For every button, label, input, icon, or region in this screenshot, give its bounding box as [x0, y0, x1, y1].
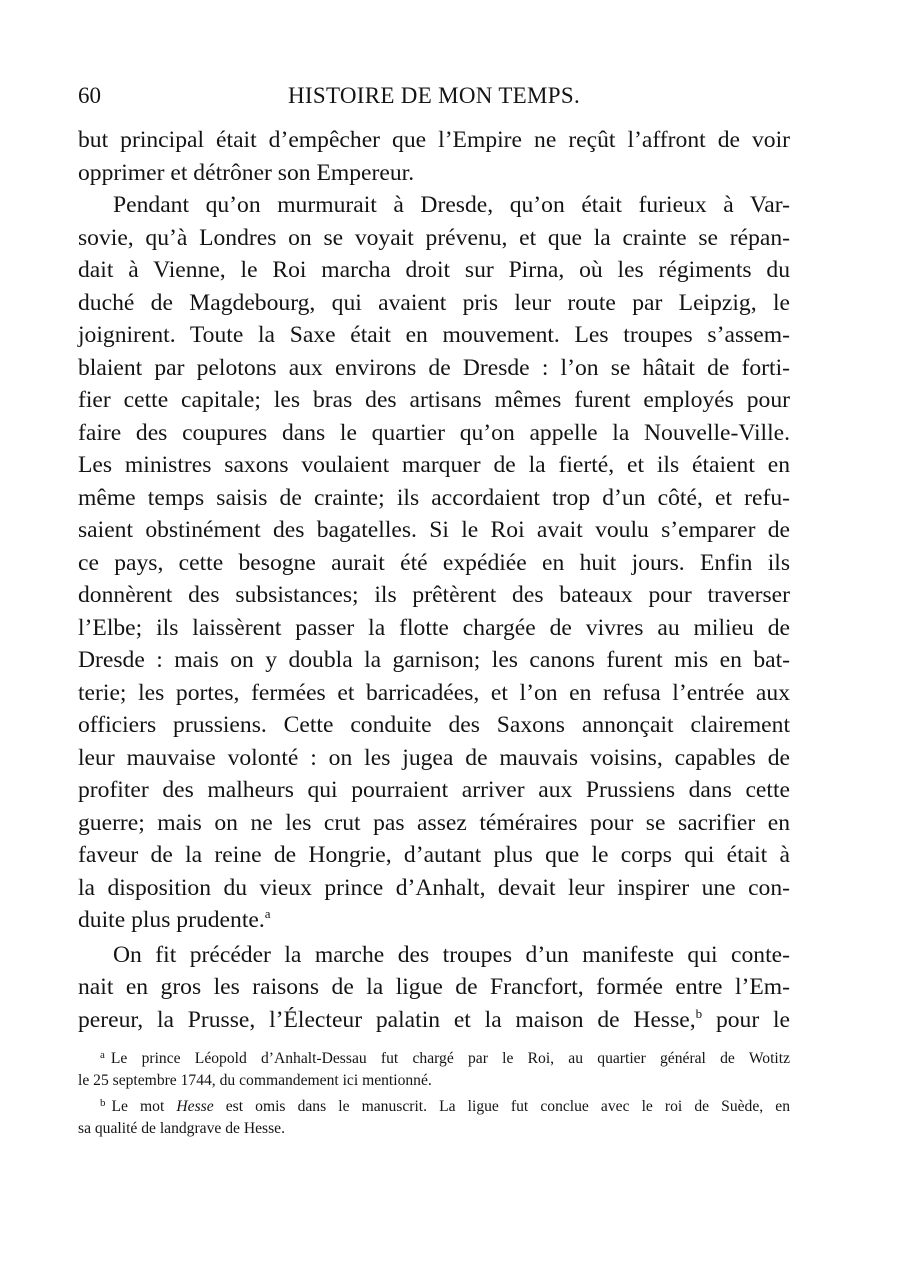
footnote-b	[78, 1096, 790, 1118]
text-fragment: duite plus prudente.	[78, 907, 265, 933]
page-number: 60	[78, 83, 101, 108]
text-line: Les ministres saxons voulaient marquer de la fierté, et ils étaient en	[78, 452, 790, 478]
text-line: faveur de la reine de Hongrie, d’autant plus que le corps qui était à	[78, 842, 790, 868]
footnote-text: Le mot	[111, 1098, 177, 1115]
text-line: même temps saisis de crainte; ils accordaient trop d’un côté, et refu-	[78, 484, 790, 511]
text-line	[78, 1004, 790, 1037]
text-fragment: pereur, la Prusse, l’Électeur palatin et la maison de Hesse,	[78, 1006, 696, 1033]
body-text	[78, 124, 790, 1036]
text-line: terie; les portes, fermées et barricadées, et l’on en refusa l’entrée aux	[78, 679, 790, 706]
text-line: faire des coupures dans le quartier qu’on appelle la Nouvelle-Ville.	[78, 419, 790, 446]
text-line: guerre; mais on ne les crut pas assez téméraires pour se sacrifier en	[78, 809, 790, 836]
text-line: officiers prussiens. Cette conduite des Saxons annonçait clairement	[78, 712, 790, 738]
text-line: but principal était d’empêcher que l’Empire ne reçût l’affront de voir	[78, 127, 790, 153]
text-line: On fit précéder la marche des troupes d’un manifeste qui conte-	[113, 941, 790, 968]
text-line	[78, 904, 790, 937]
text-line: profiter des malheurs qui pourraient arriver aux Prussiens dans cette	[78, 777, 790, 803]
running-head	[78, 80, 790, 112]
text-line: saient obstinément des bagatelles. Si le Roi avait voulu s’emparer de	[78, 517, 790, 543]
footnote-a	[78, 1048, 790, 1070]
footnote-italic: Hesse	[176, 1098, 214, 1115]
footnote-text: Le prince Léopold d’Anhalt-Dessau fut chargé par le Roi, au quartier général de Wotitz	[110, 1050, 790, 1067]
text-line: fier cette capitale; les bras des artisans mêmes furent employés pour	[78, 387, 790, 413]
text-line: donnèrent des subsistances; ils prêtèrent des bateaux pour traverser	[78, 582, 790, 608]
text-line: l’Elbe; ils laissèrent passer la flotte chargée de vivres au milieu de	[78, 614, 790, 641]
footnote-ref-a[interactable]: a	[264, 906, 271, 921]
text-line: Dresde : mais on y doubla la garnison; les canons furent mis en bat-	[78, 647, 790, 673]
text-line: nait en gros les raisons de la ligue de Francfort, formée entre l’Em-	[78, 974, 790, 1000]
footnote-marker: b	[100, 1097, 106, 1109]
text-line: la disposition du vieux prince d’Anhalt, devait leur inspirer une con-	[78, 874, 790, 901]
footnote-text: sa qualité de landgrave de Hesse.	[78, 1120, 285, 1137]
running-title: HISTOIRE DE MON TEMPS.	[288, 83, 580, 108]
text-line: leur mauvaise volonté : on les jugea de mauvais voisins, capables de	[78, 744, 790, 771]
text-line: Pendant qu’on murmurait à Dresde, qu’on était furieux à Var-	[113, 192, 790, 218]
text-line: opprimer et détrôner son Empereur.	[78, 159, 415, 186]
text-line: duché de Magdebourg, qui avaient pris leur route par Leipzig, le	[78, 289, 790, 316]
footnote-text: le 25 septembre 1744, du commandement ici mentionné.	[78, 1072, 432, 1089]
footnote-ref-b[interactable]: b	[695, 1005, 703, 1021]
text-line: ce pays, cette besogne aurait été expédiée en huit jours. Enfin ils	[78, 549, 790, 576]
text-fragment: pour le	[702, 1006, 790, 1033]
text-line: joignirent. Toute la Saxe était en mouvement. Les troupes s’assem-	[78, 322, 790, 348]
footnote-marker: a	[100, 1049, 105, 1061]
footnote-text: est omis dans le manuscrit. La ligue fut conclue avec le roi de Suède, en	[213, 1098, 790, 1115]
footnotes	[78, 1048, 790, 1140]
text-line: sovie, qu’à Londres on se voyait prévenu, et que la crainte se répan-	[78, 224, 790, 251]
text-line: blaient par pelotons aux environs de Dresde : l’on se hâtait de forti-	[78, 354, 790, 381]
text-line: dait à Vienne, le Roi marcha droit sur Pirna, où les régiments du	[78, 257, 790, 283]
